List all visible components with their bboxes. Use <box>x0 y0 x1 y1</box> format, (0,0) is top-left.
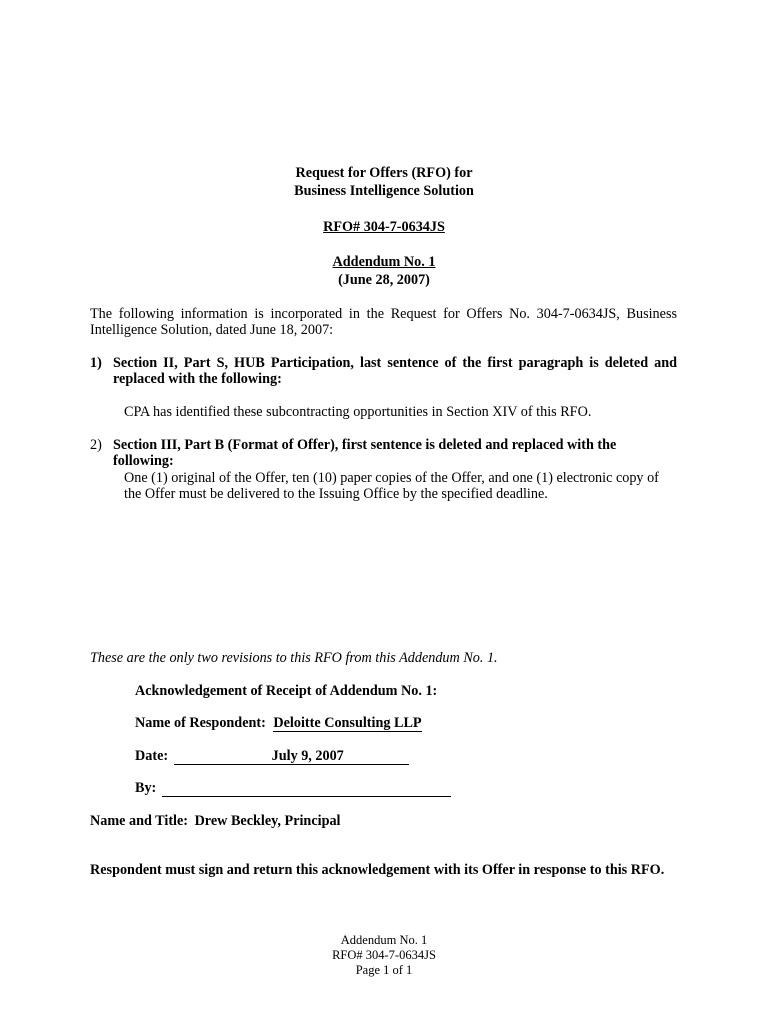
footer-line-1: Addendum No. 1 <box>340 933 428 947</box>
item-1-number: 1) <box>90 355 102 371</box>
closing-note: These are the only two revisions to this RFO from this Addendum No. 1. <box>90 650 498 666</box>
return-instruction: Respondent must sign and return this acknowledgement with its Offer in response to this RFO. <box>90 862 665 878</box>
item-1-heading: Section II, Part S, HUB Participation, last sentence of the first paragraph is deleted and replaced with the following: <box>113 355 677 387</box>
rfo-number <box>0 218 768 236</box>
date-row <box>135 748 409 765</box>
date-label: Date: <box>135 748 169 764</box>
by-label: By: <box>135 780 157 796</box>
item-2-number: 2) <box>90 437 102 453</box>
item-1-body: CPA has identified these subcontracting opportunities in Section XIV of this RFO. <box>124 404 592 420</box>
addendum-title-text: Addendum No. 1 <box>332 254 436 270</box>
item-2-heading: Section III, Part B (Format of Offer), first sentence is deleted and replaced with the following: <box>113 437 617 469</box>
acknowledgement-heading: Acknowledgement of Receipt of Addendum No. 1: <box>135 683 438 699</box>
by-row <box>135 780 451 797</box>
addendum-date: (June 28, 2007) <box>338 272 430 288</box>
name-title-value: Drew Beckley, Principal <box>194 813 341 829</box>
footer-page-number: Page 1 of 1 <box>355 963 413 977</box>
date-value: July 9, 2007 <box>271 748 344 764</box>
item-2-body: One (1) original of the Offer, ten (10) paper copies of the Offer, and one (1) electronic copy of the Offer must be delivered to the Issuing Office by the specified deadline. <box>124 470 659 502</box>
signature-field[interactable] <box>162 780 451 797</box>
footer-line-2: RFO# 304-7-0634JS <box>332 948 436 962</box>
respondent-value: Deloitte Consulting LLP <box>273 715 422 731</box>
name-title-row <box>90 813 341 829</box>
respondent-field[interactable] <box>273 715 421 732</box>
respondent-label: Name of Respondent: <box>135 715 266 731</box>
addendum-title <box>0 253 768 271</box>
intro-paragraph: The following information is incorporated in the Request for Offers No. 304-7-0634JS, Business Intelligence Solution, dated June 18, 2007: <box>90 306 677 338</box>
rfo-number-text: RFO# 304-7-0634JS <box>323 219 445 235</box>
name-title-label: Name and Title: <box>90 813 189 829</box>
respondent-row <box>135 715 422 732</box>
title-line-1: Request for Offers (RFO) for <box>295 165 473 181</box>
title-line-2: Business Intelligence Solution <box>294 183 474 199</box>
date-field[interactable] <box>174 748 409 765</box>
